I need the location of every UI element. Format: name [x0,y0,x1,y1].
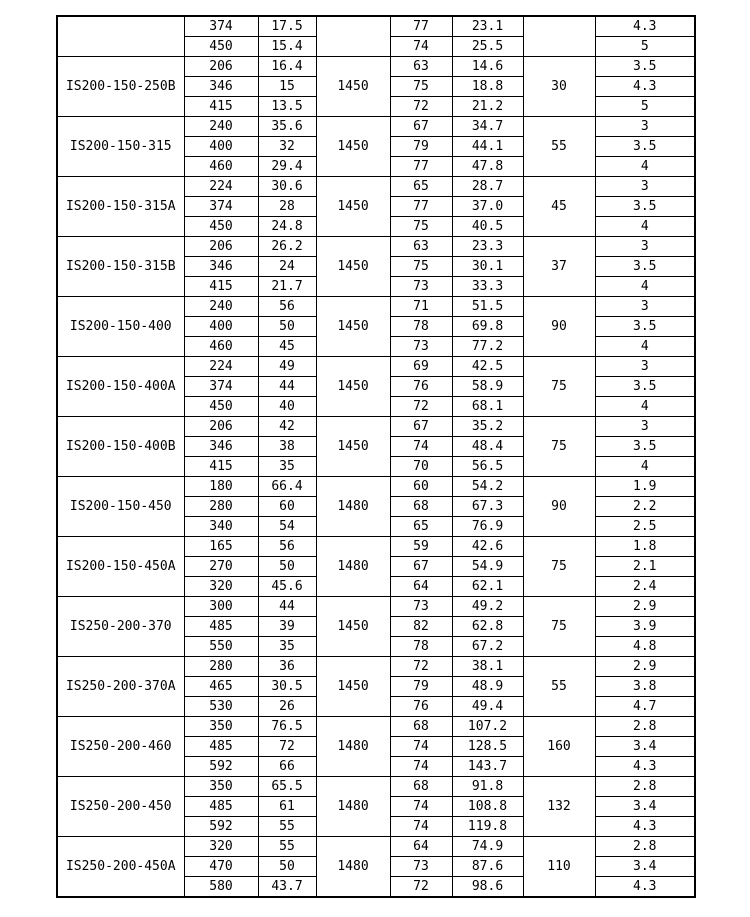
efficiency-cell: 73 [390,597,452,617]
shaft-power-cell: 40.5 [452,217,523,237]
npshr-cell: 5 [595,97,695,117]
flow-cell: 346 [184,77,258,97]
efficiency-cell: 72 [390,97,452,117]
speed-cell: 1480 [316,537,390,597]
head-cell: 40 [258,397,316,417]
npshr-cell: 1.9 [595,477,695,497]
efficiency-cell: 76 [390,377,452,397]
head-cell: 54 [258,517,316,537]
head-cell: 66 [258,757,316,777]
npshr-cell: 4.8 [595,637,695,657]
motor-power-cell: 75 [523,417,595,477]
flow-cell: 415 [184,97,258,117]
shaft-power-cell: 67.2 [452,637,523,657]
table-row [57,477,695,497]
head-cell: 55 [258,817,316,837]
table-row [57,237,695,257]
table-row [57,117,695,137]
flow-cell: 206 [184,417,258,437]
shaft-power-cell: 28.7 [452,177,523,197]
shaft-power-cell: 56.5 [452,457,523,477]
shaft-power-cell: 42.6 [452,537,523,557]
head-cell: 16.4 [258,57,316,77]
efficiency-cell: 71 [390,297,452,317]
speed-cell: 1450 [316,597,390,657]
npshr-cell: 3 [595,117,695,137]
shaft-power-cell: 54.2 [452,477,523,497]
efficiency-cell: 73 [390,857,452,877]
table-row [57,537,695,557]
head-cell: 15.4 [258,37,316,57]
npshr-cell: 3 [595,237,695,257]
head-cell: 50 [258,557,316,577]
table-row [57,597,695,617]
efficiency-cell: 65 [390,177,452,197]
flow-cell: 320 [184,577,258,597]
npshr-cell: 2.4 [595,577,695,597]
npshr-cell: 4.3 [595,757,695,777]
efficiency-cell: 68 [390,497,452,517]
model-cell: IS200-150-315 [57,117,184,177]
head-cell: 76.5 [258,717,316,737]
shaft-power-cell: 49.4 [452,697,523,717]
shaft-power-cell: 33.3 [452,277,523,297]
npshr-cell: 2.5 [595,517,695,537]
efficiency-cell: 74 [390,817,452,837]
shaft-power-cell: 34.7 [452,117,523,137]
npshr-cell: 2.8 [595,717,695,737]
head-cell: 26 [258,697,316,717]
head-cell: 72 [258,737,316,757]
flow-cell: 350 [184,717,258,737]
model-cell: IS200-150-400 [57,297,184,357]
efficiency-cell: 65 [390,517,452,537]
flow-cell: 580 [184,877,258,898]
efficiency-cell: 74 [390,437,452,457]
efficiency-cell: 72 [390,397,452,417]
model-cell: IS200-150-450 [57,477,184,537]
head-cell: 44 [258,377,316,397]
efficiency-cell: 69 [390,357,452,377]
flow-cell: 300 [184,597,258,617]
model-cell: IS250-200-450A [57,837,184,898]
shaft-power-cell: 47.8 [452,157,523,177]
npshr-cell: 3 [595,297,695,317]
npshr-cell: 2.1 [595,557,695,577]
table-row [57,177,695,197]
flow-cell: 374 [184,377,258,397]
npshr-cell: 4 [595,217,695,237]
head-cell: 44 [258,597,316,617]
efficiency-cell: 75 [390,217,452,237]
model-cell: IS250-200-370 [57,597,184,657]
shaft-power-cell: 69.8 [452,317,523,337]
head-cell: 39 [258,617,316,637]
flow-cell: 485 [184,737,258,757]
shaft-power-cell: 128.5 [452,737,523,757]
motor-power-cell: 75 [523,537,595,597]
head-cell: 28 [258,197,316,217]
flow-cell: 240 [184,117,258,137]
shaft-power-cell: 67.3 [452,497,523,517]
pump-spec-table [56,15,696,898]
shaft-power-cell: 119.8 [452,817,523,837]
head-cell: 43.7 [258,877,316,898]
npshr-cell: 3 [595,177,695,197]
speed-cell: 1480 [316,477,390,537]
shaft-power-cell: 143.7 [452,757,523,777]
table-row [57,837,695,857]
efficiency-cell: 73 [390,337,452,357]
efficiency-cell: 75 [390,257,452,277]
efficiency-cell: 77 [390,157,452,177]
shaft-power-cell: 77.2 [452,337,523,357]
efficiency-cell: 59 [390,537,452,557]
flow-cell: 206 [184,57,258,77]
speed-cell: 1480 [316,777,390,837]
flow-cell: 165 [184,537,258,557]
head-cell: 50 [258,317,316,337]
flow-cell: 320 [184,837,258,857]
head-cell: 30.5 [258,677,316,697]
flow-cell: 485 [184,617,258,637]
model-cell [57,16,184,57]
head-cell: 49 [258,357,316,377]
npshr-cell: 2.9 [595,657,695,677]
efficiency-cell: 77 [390,197,452,217]
flow-cell: 224 [184,357,258,377]
npshr-cell: 3.4 [595,857,695,877]
head-cell: 30.6 [258,177,316,197]
shaft-power-cell: 51.5 [452,297,523,317]
npshr-cell: 3.5 [595,197,695,217]
efficiency-cell: 70 [390,457,452,477]
model-cell: IS200-150-315A [57,177,184,237]
speed-cell [316,16,390,57]
efficiency-cell: 74 [390,797,452,817]
head-cell: 21.7 [258,277,316,297]
efficiency-cell: 78 [390,637,452,657]
speed-cell: 1480 [316,717,390,777]
npshr-cell: 4 [595,157,695,177]
shaft-power-cell: 44.1 [452,137,523,157]
flow-cell: 180 [184,477,258,497]
head-cell: 32 [258,137,316,157]
head-cell: 35.6 [258,117,316,137]
shaft-power-cell: 37.0 [452,197,523,217]
shaft-power-cell: 98.6 [452,877,523,898]
flow-cell: 450 [184,217,258,237]
head-cell: 56 [258,297,316,317]
shaft-power-cell: 14.6 [452,57,523,77]
flow-cell: 280 [184,657,258,677]
model-cell: IS200-150-400A [57,357,184,417]
npshr-cell: 3.4 [595,797,695,817]
table-body [57,16,695,897]
head-cell: 24 [258,257,316,277]
efficiency-cell: 74 [390,737,452,757]
efficiency-cell: 72 [390,877,452,898]
speed-cell: 1450 [316,57,390,117]
motor-power-cell: 37 [523,237,595,297]
head-cell: 45.6 [258,577,316,597]
shaft-power-cell: 107.2 [452,717,523,737]
npshr-cell: 4.3 [595,77,695,97]
flow-cell: 340 [184,517,258,537]
table-row [57,357,695,377]
head-cell: 60 [258,497,316,517]
efficiency-cell: 74 [390,757,452,777]
table-row [57,777,695,797]
npshr-cell: 3.8 [595,677,695,697]
npshr-cell: 4 [595,337,695,357]
npshr-cell: 3.4 [595,737,695,757]
flow-cell: 450 [184,37,258,57]
shaft-power-cell: 42.5 [452,357,523,377]
efficiency-cell: 75 [390,77,452,97]
shaft-power-cell: 62.8 [452,617,523,637]
npshr-cell: 3 [595,417,695,437]
speed-cell: 1450 [316,237,390,297]
flow-cell: 270 [184,557,258,577]
model-cell: IS200-150-400B [57,417,184,477]
flow-cell: 550 [184,637,258,657]
shaft-power-cell: 68.1 [452,397,523,417]
efficiency-cell: 79 [390,677,452,697]
shaft-power-cell: 62.1 [452,577,523,597]
head-cell: 65.5 [258,777,316,797]
efficiency-cell: 68 [390,777,452,797]
model-cell: IS200-150-250B [57,57,184,117]
shaft-power-cell: 87.6 [452,857,523,877]
motor-power-cell: 75 [523,357,595,417]
model-cell: IS250-200-450 [57,777,184,837]
efficiency-cell: 76 [390,697,452,717]
efficiency-cell: 67 [390,117,452,137]
motor-power-cell: 30 [523,57,595,117]
head-cell: 61 [258,797,316,817]
shaft-power-cell: 35.2 [452,417,523,437]
head-cell: 42 [258,417,316,437]
efficiency-cell: 77 [390,16,452,37]
efficiency-cell: 74 [390,37,452,57]
efficiency-cell: 64 [390,837,452,857]
speed-cell: 1480 [316,837,390,898]
efficiency-cell: 72 [390,657,452,677]
npshr-cell: 4 [595,277,695,297]
table-row [57,297,695,317]
flow-cell: 350 [184,777,258,797]
flow-cell: 460 [184,157,258,177]
speed-cell: 1450 [316,177,390,237]
flow-cell: 206 [184,237,258,257]
head-cell: 45 [258,337,316,357]
head-cell: 29.4 [258,157,316,177]
head-cell: 66.4 [258,477,316,497]
flow-cell: 400 [184,317,258,337]
head-cell: 36 [258,657,316,677]
npshr-cell: 2.8 [595,777,695,797]
flow-cell: 400 [184,137,258,157]
npshr-cell: 4.3 [595,16,695,37]
npshr-cell: 2.9 [595,597,695,617]
npshr-cell: 4 [595,457,695,477]
efficiency-cell: 67 [390,557,452,577]
shaft-power-cell: 38.1 [452,657,523,677]
speed-cell: 1450 [316,657,390,717]
flow-cell: 465 [184,677,258,697]
speed-cell: 1450 [316,357,390,417]
efficiency-cell: 79 [390,137,452,157]
flow-cell: 346 [184,257,258,277]
motor-power-cell: 45 [523,177,595,237]
speed-cell: 1450 [316,117,390,177]
npshr-cell: 3.9 [595,617,695,637]
head-cell: 56 [258,537,316,557]
motor-power-cell: 160 [523,717,595,777]
efficiency-cell: 82 [390,617,452,637]
efficiency-cell: 60 [390,477,452,497]
head-cell: 50 [258,857,316,877]
table-row [57,16,695,37]
head-cell: 35 [258,457,316,477]
flow-cell: 470 [184,857,258,877]
motor-power-cell [523,16,595,57]
motor-power-cell: 55 [523,117,595,177]
table-row [57,57,695,77]
shaft-power-cell: 23.1 [452,16,523,37]
table-row [57,717,695,737]
flow-cell: 460 [184,337,258,357]
speed-cell: 1450 [316,297,390,357]
npshr-cell: 2.2 [595,497,695,517]
head-cell: 55 [258,837,316,857]
shaft-power-cell: 74.9 [452,837,523,857]
motor-power-cell: 75 [523,597,595,657]
npshr-cell: 2.8 [595,837,695,857]
motor-power-cell: 110 [523,837,595,898]
efficiency-cell: 63 [390,237,452,257]
shaft-power-cell: 48.9 [452,677,523,697]
efficiency-cell: 68 [390,717,452,737]
head-cell: 38 [258,437,316,457]
flow-cell: 280 [184,497,258,517]
flow-cell: 240 [184,297,258,317]
shaft-power-cell: 23.3 [452,237,523,257]
efficiency-cell: 73 [390,277,452,297]
npshr-cell: 4 [595,397,695,417]
npshr-cell: 3.5 [595,377,695,397]
shaft-power-cell: 91.8 [452,777,523,797]
head-cell: 13.5 [258,97,316,117]
head-cell: 15 [258,77,316,97]
flow-cell: 224 [184,177,258,197]
flow-cell: 346 [184,437,258,457]
motor-power-cell: 55 [523,657,595,717]
flow-cell: 374 [184,16,258,37]
shaft-power-cell: 18.8 [452,77,523,97]
npshr-cell: 3.5 [595,257,695,277]
flow-cell: 450 [184,397,258,417]
npshr-cell: 3.5 [595,57,695,77]
flow-cell: 592 [184,817,258,837]
shaft-power-cell: 58.9 [452,377,523,397]
efficiency-cell: 78 [390,317,452,337]
flow-cell: 415 [184,277,258,297]
flow-cell: 485 [184,797,258,817]
model-cell: IS200-150-450A [57,537,184,597]
flow-cell: 415 [184,457,258,477]
model-cell: IS250-200-460 [57,717,184,777]
flow-cell: 374 [184,197,258,217]
model-cell: IS200-150-315B [57,237,184,297]
efficiency-cell: 63 [390,57,452,77]
shaft-power-cell: 54.9 [452,557,523,577]
flow-cell: 530 [184,697,258,717]
head-cell: 17.5 [258,16,316,37]
shaft-power-cell: 48.4 [452,437,523,457]
motor-power-cell: 132 [523,777,595,837]
motor-power-cell: 90 [523,477,595,537]
head-cell: 26.2 [258,237,316,257]
shaft-power-cell: 30.1 [452,257,523,277]
npshr-cell: 4.3 [595,817,695,837]
npshr-cell: 4.7 [595,697,695,717]
table-row [57,657,695,677]
npshr-cell: 3.5 [595,137,695,157]
npshr-cell: 3.5 [595,437,695,457]
npshr-cell: 3 [595,357,695,377]
shaft-power-cell: 108.8 [452,797,523,817]
efficiency-cell: 64 [390,577,452,597]
speed-cell: 1450 [316,417,390,477]
head-cell: 24.8 [258,217,316,237]
flow-cell: 592 [184,757,258,777]
npshr-cell: 1.8 [595,537,695,557]
head-cell: 35 [258,637,316,657]
shaft-power-cell: 76.9 [452,517,523,537]
efficiency-cell: 67 [390,417,452,437]
shaft-power-cell: 21.2 [452,97,523,117]
shaft-power-cell: 49.2 [452,597,523,617]
shaft-power-cell: 25.5 [452,37,523,57]
table-row [57,417,695,437]
npshr-cell: 3.5 [595,317,695,337]
motor-power-cell: 90 [523,297,595,357]
model-cell: IS250-200-370A [57,657,184,717]
npshr-cell: 4.3 [595,877,695,898]
npshr-cell: 5 [595,37,695,57]
